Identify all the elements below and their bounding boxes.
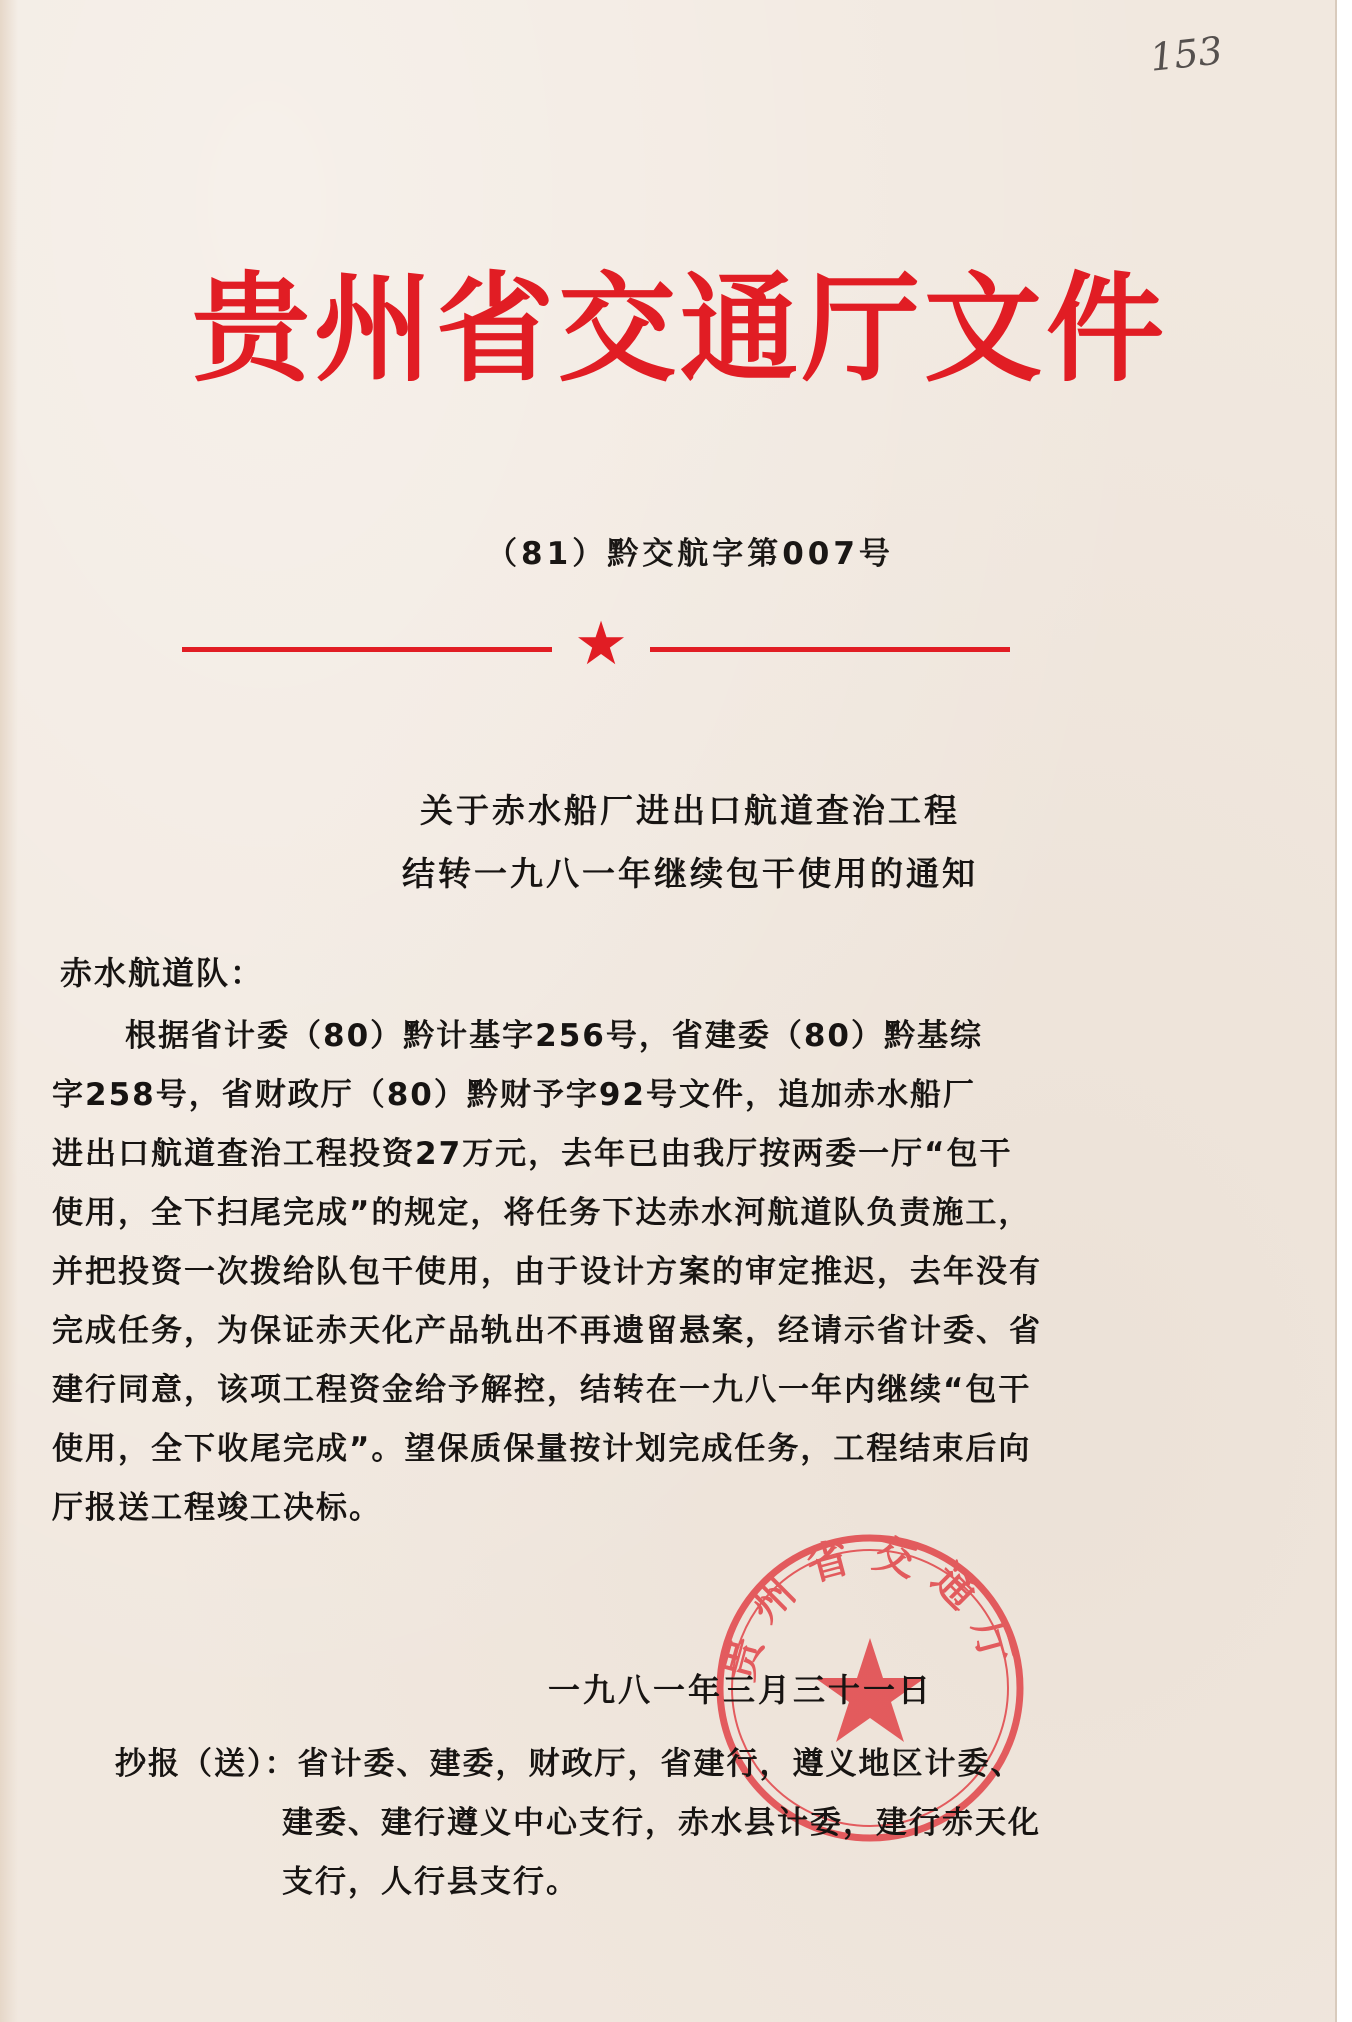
document-header-title: 贵州省交通厅文件 xyxy=(191,260,1168,398)
cc-line: 抄报（送）：省计委、建委，财政厅，省建行，遵义地区计委、 xyxy=(115,1746,1024,1782)
recipient: 赤水航道队： xyxy=(60,954,265,992)
body-line: 进出口航道查治工程投资27万元，去年已由我厅按两委一厅“包干 xyxy=(52,1136,1013,1172)
handwritten-page-number: 153 xyxy=(1147,28,1225,80)
seal-text-path: 贵州省交通厅 xyxy=(713,1527,1027,1686)
red-divider-left xyxy=(182,647,552,652)
red-star-icon: ★ xyxy=(574,609,628,679)
body-line: 使用，全下扫尾完成”的规定，将任务下达赤水河航道队负责施工， xyxy=(52,1195,1032,1231)
subject-line-1: 关于赤水船厂进出口航道查治工程 xyxy=(420,791,960,830)
body-line: 根据省计委（80）黔计基字256号，省建委（80）黔基综 xyxy=(125,1018,983,1054)
red-divider-right xyxy=(650,647,1010,652)
subject-line-2: 结转一九八一年继续包干使用的通知 xyxy=(402,854,978,893)
body-line: 使用，全下收尾完成”。望保质保量按计划完成任务，工程结束后向 xyxy=(52,1431,1032,1467)
body-line: 建行同意，该项工程资金给予解控，结转在一九八一年内继续“包干 xyxy=(52,1372,1032,1408)
body-line: 并把投资一次拨给队包干使用，由于设计方案的审定推迟，去年没有 xyxy=(52,1254,1042,1290)
body-line: 厅报送工程竣工决标。 xyxy=(52,1490,382,1526)
cc-line: 建委、建行遵义中心支行，赤水县计委，建行赤天化 xyxy=(282,1805,1041,1841)
document-date: 一九八一年三月三十一日 xyxy=(548,1671,934,1709)
cc-line: 支行，人行县支行。 xyxy=(282,1864,579,1900)
document-number: （81）黔交航字第007号 xyxy=(486,536,894,572)
paper-edge xyxy=(0,0,18,2022)
body-line: 完成任务，为保证赤天化产品轨出不再遗留悬案，经请示省计委、省 xyxy=(52,1313,1042,1349)
body-line: 字258号，省财政厅（80）黔财予字92号文件，追加赤水船厂 xyxy=(52,1077,976,1113)
